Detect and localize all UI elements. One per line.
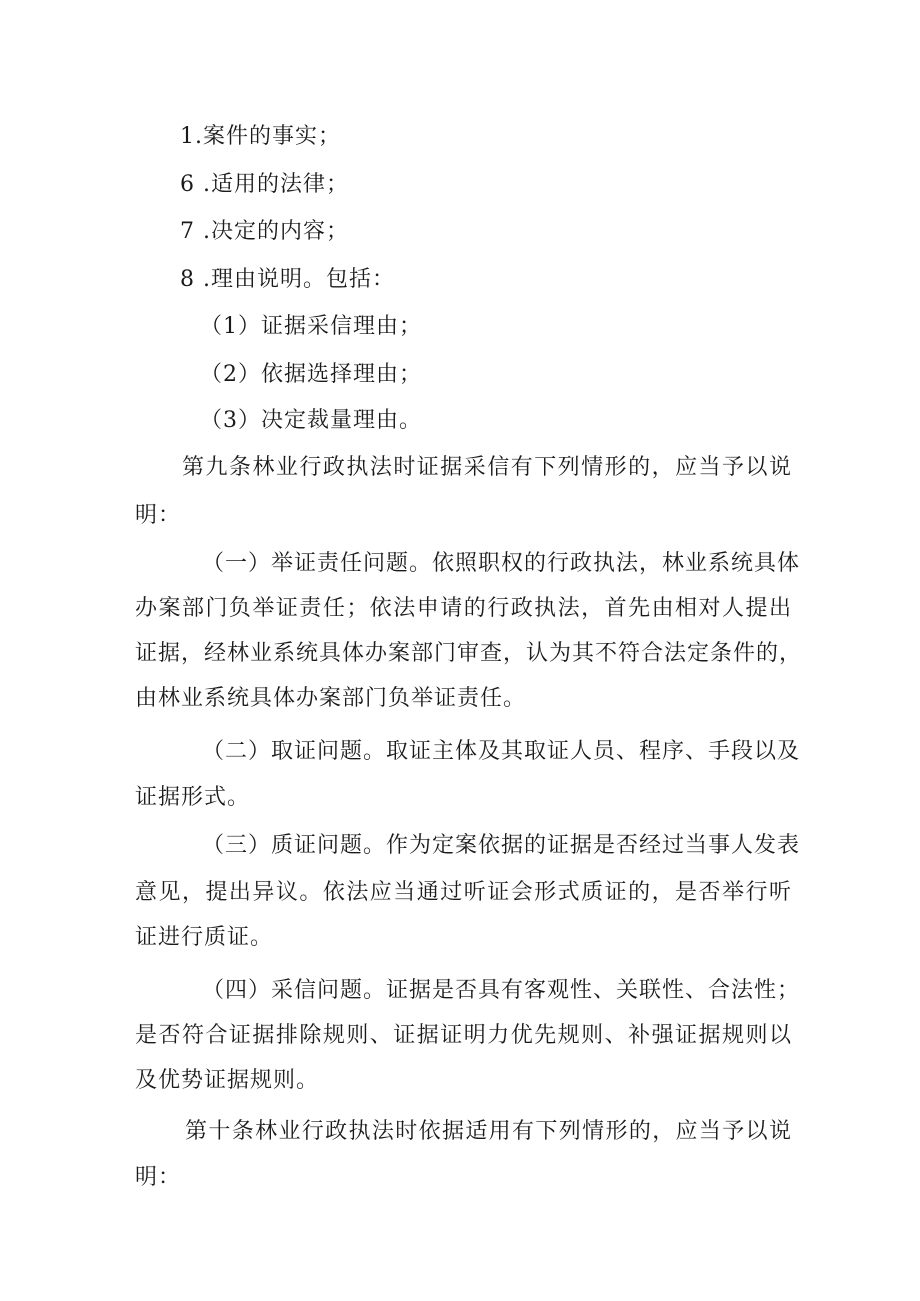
article-10-line-2: 明： [135,1165,182,1190]
para-burden-line-3: 证据，经林业系统具体办案部门审查，认为其不符合法定条件的， [135,641,803,666]
list-item-facts: 1.案件的事实； [180,124,341,149]
sub-item-evidence: （1）证据采信理由； [200,314,422,339]
para-crossexam-line-1: （三）质证问题。作为定案依据的证据是否经过当事人发表 [202,833,801,858]
para-collection-line-1: （二）取证问题。取证主体及其取证人员、程序、手段以及 [202,739,801,764]
article-9-line-1: 第九条林业行政执法时证据采信有下列情形的，应当予以说 [182,455,792,480]
sub-item-basis: （2）依据选择理由； [200,362,422,387]
sub-item-discretion: （3）决定裁量理由。 [200,408,422,433]
para-crossexam-line-2: 意见，提出异议。依法应当通过听证会形式质证的，是否举行听 [135,880,792,905]
article-9-line-2: 明： [135,503,182,528]
para-collection-line-2: 证据形式。 [135,785,251,810]
para-burden-line-2: 办案部门负举证责任；依法申请的行政执法，首先由相对人提出 [135,596,792,621]
para-adoption-line-2: 是否符合证据排除规则、证据证明力优先规则、补强证据规则以 [135,1023,792,1048]
article-10-line-1: 第十条林业行政执法时依据适用有下列情形的，应当予以说 [185,1119,792,1144]
list-item-law: 6 .适用的法律； [180,172,349,197]
para-burden-line-1: （一）举证责任问题。依照职权的行政执法，林业系统具体 [202,551,801,576]
para-adoption-line-1: （四）采信问题。证据是否具有客观性、关联性、合法性； [202,978,801,1003]
list-item-reasons: 8 .理由说明。包括： [180,267,395,292]
list-item-decision: 7 .决定的内容； [180,219,349,244]
para-adoption-line-3: 及优势证据规则。 [135,1068,320,1093]
para-crossexam-line-3: 证进行质证。 [135,925,274,950]
para-burden-line-4: 由林业系统具体办案部门负举证责任。 [135,686,527,711]
